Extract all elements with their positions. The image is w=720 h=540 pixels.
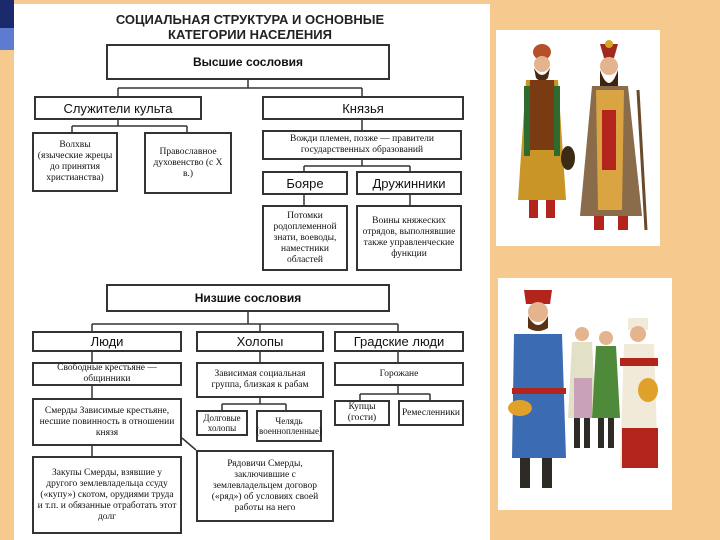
chiefs-box: Вожди племен, позже — правители государственных образований — [262, 130, 462, 160]
title-line-2: КАТЕГОРИИ НАСЕЛЕНИЯ — [168, 27, 332, 42]
upper-estates-box: Высшие сословия — [106, 44, 390, 80]
debt-slaves-box: Долговые холопы — [196, 410, 248, 436]
ryadovichi-box: Рядовичи Смерды, заключившие с землевладельцем договор («ряд») об условиях своей работы на него — [196, 450, 334, 522]
druzhinniki-box: Дружинники — [356, 171, 462, 195]
title-line-1: СОЦИАЛЬНАЯ СТРУКТУРА И ОСНОВНЫЕ — [115, 12, 385, 27]
people-box: Люди — [32, 331, 182, 352]
chelyad-box: Челядь (военнопленные) — [256, 410, 322, 442]
boyars-box: Бояре — [262, 171, 348, 195]
zakupy-box: Закупы Смерды, взявшие у другого землевладельца ссуду («купу») скотом, орудиями труда и т.п. и обязанные отработать этот долг — [32, 456, 182, 534]
princes-box: Князья — [262, 96, 464, 120]
merchants-box: Купцы (гости) — [334, 400, 390, 426]
lower-estates-box: Низшие сословия — [106, 284, 390, 312]
kholopy-box: Холопы — [196, 331, 324, 352]
diagram-title — [30, 12, 470, 42]
commoners-drawing — [498, 278, 672, 510]
clergy-box: Служители культа — [34, 96, 202, 120]
druzhinniki-desc-box: Воины княжеских отрядов, выполнявшие также управленческие функции — [356, 205, 462, 271]
free-peasants-box: Свободные крестьяне — общинники — [32, 362, 182, 386]
boyars-illustration — [496, 30, 660, 246]
corner-accent-dark — [0, 0, 14, 28]
orthodox-clergy-box: Православное духовенство (с X в.) — [144, 132, 232, 194]
volkhvy-box: Волхвы (языческие жрецы до принятия христианства) — [32, 132, 118, 192]
townspeople-box: Горожане — [334, 362, 464, 386]
town-people-box: Градские люди — [334, 331, 464, 352]
boyars-drawing — [496, 30, 660, 246]
artisans-box: Ремесленники — [398, 400, 464, 426]
corner-accent-blue — [0, 28, 14, 50]
smerdy-box: Смерды Зависимые крестьяне, несшие повинность в отношении князя — [32, 398, 182, 446]
boyars-desc-box: Потомки родоплеменной знати, воеводы, наместники областей — [262, 205, 348, 271]
dependent-group-box: Зависимая социальная группа, близкая к рабам — [196, 362, 324, 398]
commoners-illustration — [498, 278, 672, 510]
